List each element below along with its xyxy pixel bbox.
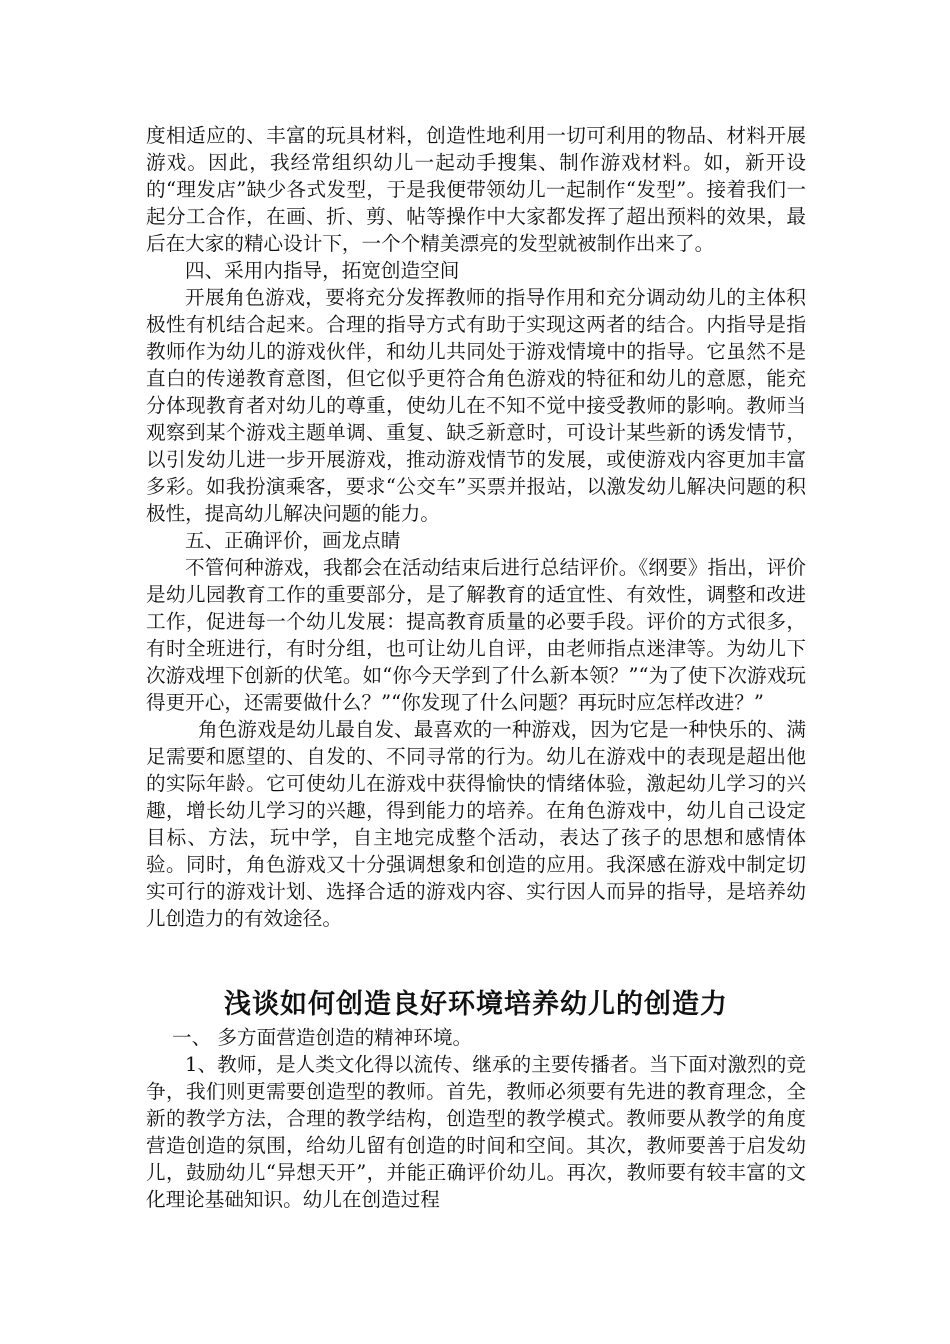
paragraph-inner-guidance: 开展角色游戏，要将充分发挥教师的指导作用和充分调动幼儿的主体积极性有机结合起来。合理的指导方式有助于实现这两者的结合。内指导是指教师作为幼儿的游戏伙伴，和幼儿共同处于游戏情境中的指导。它虽然不是直白的传递教育意图，但它似乎更符合角色游戏的特征和幼儿的意愿，能充分体现教育者对幼儿的尊重，使幼儿在不知不觉中接受教师的影响。教师当观察到某个游戏主题单调、重复、缺乏新意时，可设计某些新的诱发情节，以引发幼儿进一步开展游戏，推动游戏情节的发展，或使游戏内容更加丰富多彩。如我扮演乘客，要求“公交车”买票并报站，以激发幼儿解决问题的积极性，提高幼儿解决问题的能力。	[146, 286, 806, 525]
section-heading-four: 四、采用内指导，拓宽创造空间	[185, 259, 460, 282]
document-page	[146, 122, 806, 1213]
paragraph-evaluation: 不管何种游戏，我都会在活动结束后进行总结评价。《纲要》指出，评价是幼儿园教育工作的重要部分，是了解教育的适宜性、有效性，调整和改进工作，促进每一个幼儿发展：提高教育质量的必要手段。评价的方式很多，有时全班进行，有时分组，也可让幼儿自评，由老师指点迷津等。为幼儿下次游戏埋下创新的伏笔。如“你今天学到了什么新本领？”“为了使下次游戏玩得更开心，还需要做什么？”“你发现了什么问题？再玩时应怎样改进？”	[146, 556, 806, 714]
section-heading-five: 五、正确评价，画龙点睛	[185, 529, 401, 552]
paragraph-materials: 度相适应的、丰富的玩具材料，创造性地利用一切可利用的物品、材料开展游戏。因此，我经常组织幼儿一起动手搜集、制作游戏材料。如，新开设的“理发店”缺少各式发型，于是我便带领幼儿一起制作“发型”。接着我们一起分工合作，在画、折、剪、帖等操作中大家都发挥了超出预料的效果，最后在大家的精心设计下，一个个精美漂亮的发型就被制作出来了。	[146, 124, 806, 255]
article-title: 浅谈如何创造良好环境培养幼儿的创造力	[224, 989, 728, 1020]
section-heading-one: 一、 多方面营造创造的精神环境。	[172, 1026, 473, 1049]
section-gap	[146, 932, 806, 986]
paragraph-conclusion: 角色游戏是幼儿最自发、最喜欢的一种游戏，因为它是一种快乐的、满足需要和愿望的、自发的、不同寻常的行为。幼儿在游戏中的表现是超出他的实际年龄。它可使幼儿在游戏中获得愉快的情绪体验，激起幼儿学习的兴趣，增长幼儿学习的兴趣，得到能力的培养。在角色游戏中，幼儿自己设定目标、方法，玩中学，自主地完成整个活动，表达了孩子的思想和感情体验。同时，角色游戏又十分强调想象和创造的应用。我深感在游戏中制定切实可行的游戏计划、选择合适的游戏内容、实行因人而异的指导，是培养幼儿创造力的有效途径。	[146, 718, 806, 930]
paragraph-teacher: 1、教师，是人类文化得以流传、继承的主要传播者。当下面对激烈的竞争，我们则更需要创造型的教师。首先，教师必须要有先进的教育理念，全新的教学方法，合理的教学结构，创造型的教学模式。教师要从教学的角度营造创造的氛围，给幼儿留有创造的时间和空间。其次，教师要善于启发幼儿，鼓励幼儿“异想天开”，并能正确评价幼儿。再次，教师要有较丰富的文化理论基础知识。幼儿在创造过程	[146, 1053, 806, 1211]
